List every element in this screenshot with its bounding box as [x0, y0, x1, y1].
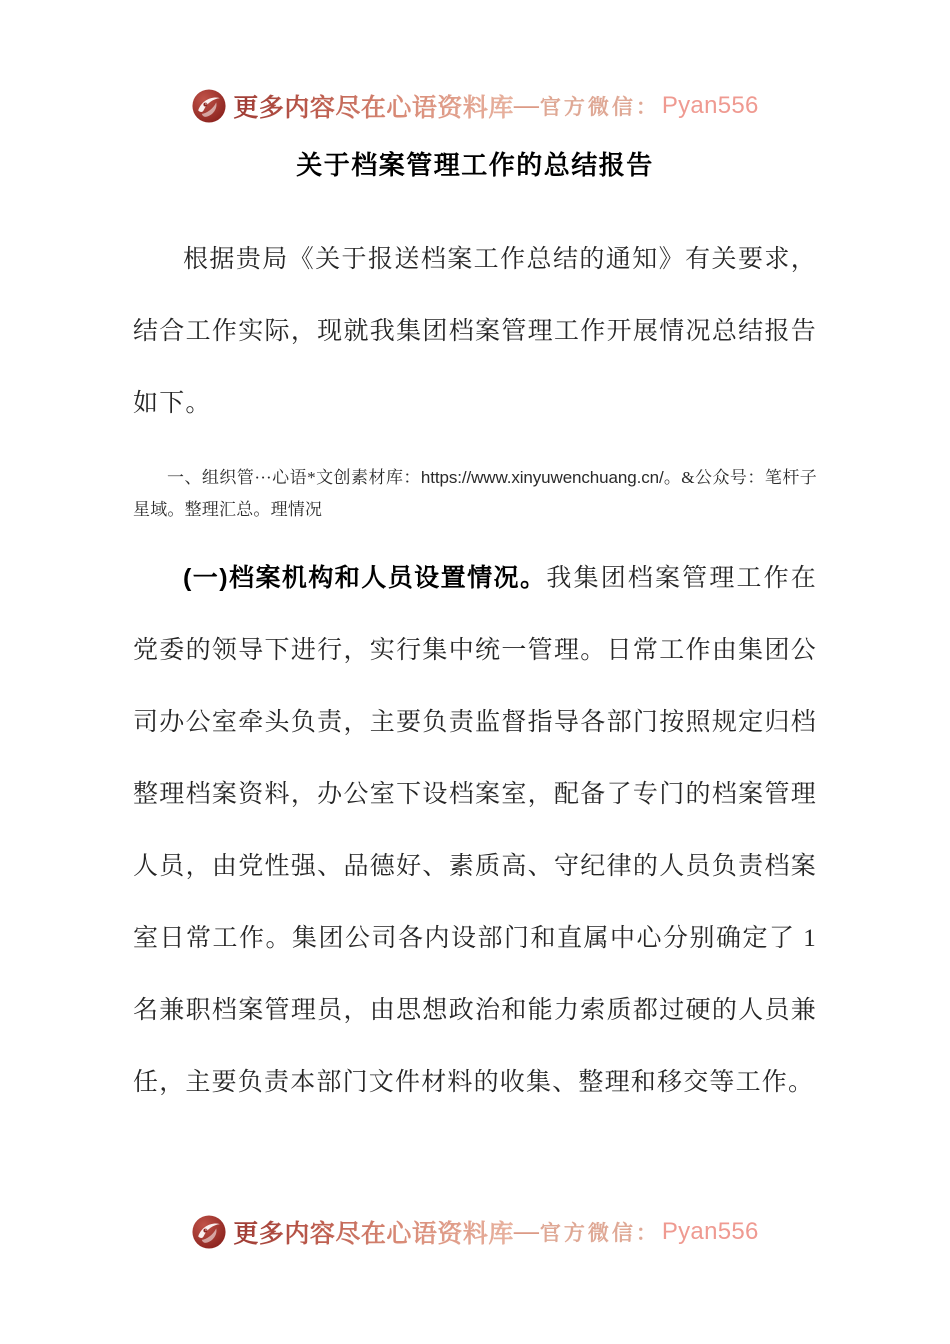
xinyu-fish-emblem-logo-icon: [191, 88, 227, 124]
document-content: [133, 148, 817, 1119]
inline-note-prefix: 一、组织管···心语*文创素材库：: [167, 468, 421, 487]
watermark-sub-text: 官方微信：: [539, 95, 660, 119]
section-one: [133, 542, 817, 1119]
watermark-banner-bottom: [0, 1209, 950, 1255]
watermark-wechat-code: Pyan556: [661, 92, 759, 119]
xinyu-fish-emblem-logo-icon: [191, 1214, 227, 1250]
watermark-banner-top: [0, 83, 950, 129]
watermark-main-text: 更多内容尽在心语资料库: [233, 1214, 514, 1250]
inline-source-note: [133, 462, 817, 526]
page-title: 关于档案管理工作的总结报告: [296, 150, 654, 180]
source-url[interactable]: https://www.xinyuwenchuang.cn/: [420, 468, 664, 487]
section-heading: (一)档案机构和人员设置情况。: [183, 564, 547, 592]
watermark-dash: —: [513, 1218, 539, 1245]
intro-paragraph: 根据贵局《关于报送档案工作总结的通知》有关要求，结合工作实际，现就我集团档案管理工作开展情况总结报告如下。: [133, 246, 817, 417]
section-body-text: 我集团档案管理工作在党委的领导下进行，实行集中统一管理。日常工作由集团公司办公室牵头负责，主要负责监督指导各部门按照规定归档整理档案资料，办公室下设档案室，配备了专门的档案管理人员，由党性强、品德好、素质高、守纪律的人员负责档案室日常工作。集团公司各内设部门和直属中心分别确定了 1 名兼职档案管理员，由思想政治和能力索质都过硬的人员兼任，主要负责本部门文件材料的收集、整理和移交等工作。: [133, 565, 817, 1096]
watermark-dash: —: [513, 92, 539, 119]
inline-note-suffix: 。&公众号：笔杆子星域。整理汇总。理情况: [133, 468, 817, 519]
section-paragraph: [133, 542, 817, 1119]
watermark-main-text: 更多内容尽在心语资料库: [233, 88, 514, 124]
watermark-wechat-code: Pyan556: [661, 1218, 759, 1245]
watermark-sub-text: 官方微信：: [539, 1221, 660, 1245]
